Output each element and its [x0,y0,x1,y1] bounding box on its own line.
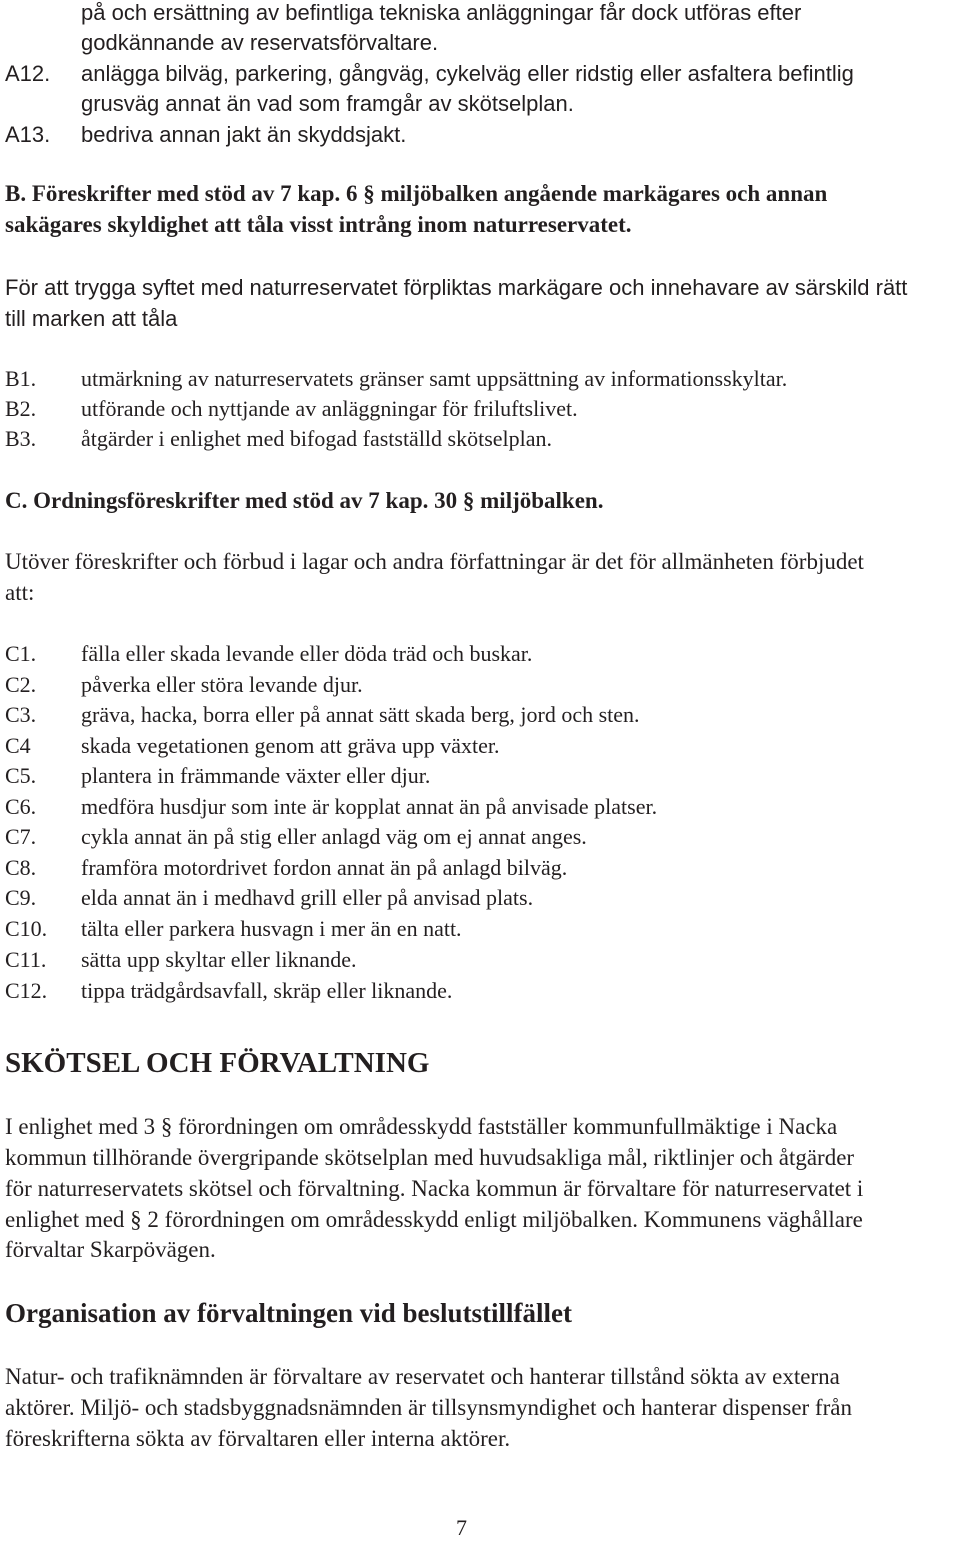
item-text: utmärkning av naturreservatets gränser samt uppsättning av informationsskyltar. [81,366,788,391]
item-text: skada vegetationen genom att gräva upp växter. [81,733,500,758]
item-label: C11. [5,947,47,972]
item-label: C4 [5,733,31,758]
a13-text: bedriva annan jakt än skyddsjakt. [81,122,407,147]
section-c-intro-line-2: att: [5,580,35,605]
item-text: elda annat än i medhavd grill eller på anvisad plats. [81,885,534,910]
item-text: påverka eller störa levande djur. [81,672,363,697]
a12-text-line-2: grusväg annat än vad som framgår av skötselplan. [81,91,574,116]
section-c-heading: C. Ordningsföreskrifter med stöd av 7 kap. 30 § miljöbalken. [5,488,604,513]
skotsel-paragraph-line-4: enlighet med § 2 förordningen om områdesskydd enligt miljöbalken. Kommunens väghållare [5,1207,863,1232]
item-label: C12. [5,978,48,1003]
item-text: sätta upp skyltar eller liknande. [81,947,357,972]
item-label: C6. [5,794,37,819]
item-label: B3. [5,426,37,451]
a13-label: A13. [5,122,51,147]
section-b-intro-line-1: För att trygga syftet med naturreservatet förpliktas markägare och innehavare av särskild rätt [5,275,908,300]
section-b-heading-line-1: B. Föreskrifter med stöd av 7 kap. 6 § miljöbalken angående markägares och annan [5,181,828,206]
skotsel-heading: SKÖTSEL OCH FÖRVALTNING [5,1047,430,1079]
a11-continued-line-1: på och ersättning av befintliga tekniska anläggningar får dock utföras efter [81,0,802,25]
item-text: utförande och nyttjande av anläggningar för friluftslivet. [81,396,578,421]
item-label: C2. [5,672,37,697]
item-text: åtgärder i enlighet med bifogad fastställd skötselplan. [81,426,553,451]
skotsel-paragraph-line-3: för naturreservatets skötsel och förvaltning. Nacka kommun är förvaltare för naturreservatet i [5,1176,864,1201]
item-label: C9. [5,885,37,910]
item-label: C10. [5,916,48,941]
item-text: medföra husdjur som inte är kopplat annat än på anvisade platser. [81,794,658,819]
item-label: C7. [5,824,37,849]
page-number: 7 [456,1515,467,1540]
skotsel-paragraph-line-5: förvaltar Skarpövägen. [5,1237,216,1262]
a12-label: A12. [5,61,51,86]
section-c-intro-line-1: Utöver föreskrifter och förbud i lagar och andra författningar är det för allmänheten förbjudet [5,549,864,574]
organisation-heading: Organisation av förvaltningen vid beslutstillfället [5,1298,573,1328]
skotsel-paragraph-line-2: kommun tillhörande övergripande skötselplan med huvudsakliga mål, riktlinjer och åtgärder [5,1145,855,1170]
item-text: gräva, hacka, borra eller på annat sätt skada berg, jord och sten. [81,702,640,727]
organisation-paragraph-line-3: föreskrifterna sökta av förvaltaren eller interna aktörer. [5,1426,511,1451]
a12-text-line-1: anlägga bilväg, parkering, gångväg, cykelväg eller ridstig eller asfaltera befintlig [81,61,854,86]
organisation-paragraph-line-2: aktörer. Miljö- och stadsbyggnadsnämnden är tillsynsmyndighet och hanterar dispenser från [5,1395,852,1420]
item-text: tippa trädgårdsavfall, skräp eller liknande. [81,978,453,1003]
section-b-heading-line-2: sakägares skyldighet att tåla visst intrång inom naturreservatet. [5,212,632,237]
organisation-paragraph-line-1: Natur- och trafiknämnden är förvaltare av reservatet och hanterar tillstånd sökta av externa [5,1364,840,1389]
item-text: plantera in främmande växter eller djur. [81,763,431,788]
a11-continued-line-2: godkännande av reservatsförvaltare. [81,30,439,55]
item-text: framföra motordrivet fordon annat än på anlagd bilväg. [81,855,568,880]
item-text: cykla annat än på stig eller anlagd väg om ej annat anges. [81,824,587,849]
item-label: B1. [5,366,37,391]
item-text: fälla eller skada levande eller döda träd och buskar. [81,641,533,666]
item-label: C5. [5,763,37,788]
item-label: C3. [5,702,37,727]
section-b-intro-line-2: till marken att tåla [5,306,178,331]
item-label: B2. [5,396,37,421]
skotsel-paragraph-line-1: I enlighet med 3 § förordningen om områdesskydd fastställer kommunfullmäktige i Nacka [5,1114,838,1139]
item-label: C1. [5,641,37,666]
item-text: tälta eller parkera husvagn i mer än en natt. [81,916,462,941]
item-label: C8. [5,855,37,880]
